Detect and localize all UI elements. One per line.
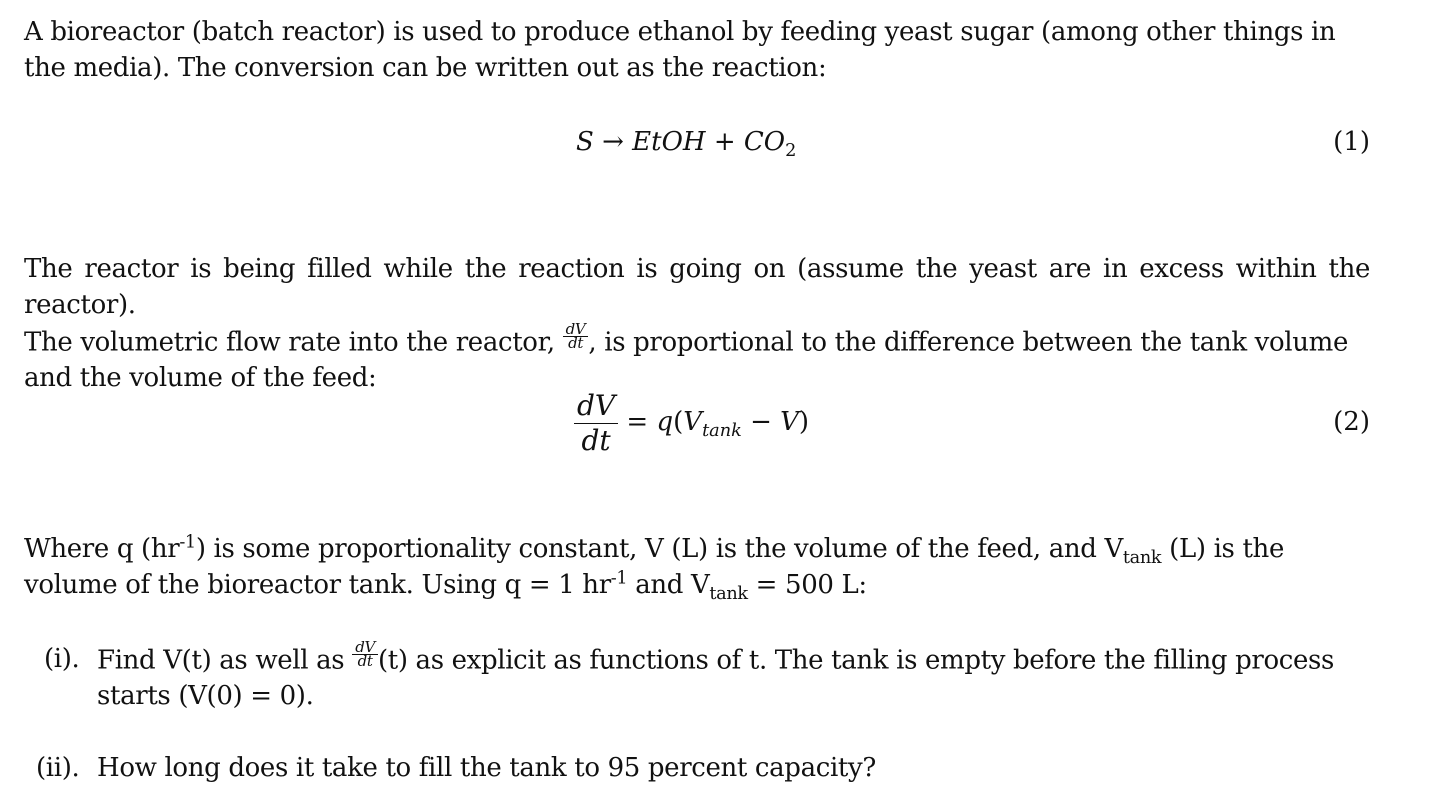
equation-2-number: (2) (1333, 407, 1370, 437)
intro-line-1: A bioreactor (batch reactor) is used to produce ethanol by feeding yeast sugar (among other things in (24, 17, 1336, 47)
constants-line-2: volume of the bioreactor tank. Using q = 1 $hr^{-1}$ and $V_{tank} = 500$ L: (24, 568, 867, 605)
question-2-text: How long does it take to fill the tank to 95 percent capacity? (97, 753, 876, 783)
constants-paragraph (24, 531, 1370, 603)
plus-sign: + (713, 127, 736, 157)
reactant: S (576, 127, 594, 157)
differential-equation: $\frac{dV}{dt}$ = $q(V_{tank} - V)$ (574, 386, 809, 458)
reaction-arrow: → (602, 127, 624, 157)
question-item-2 (36, 750, 1336, 786)
question-item-1 (44, 638, 1370, 714)
product-ethanol: EtOH (632, 127, 706, 157)
constants-line-1: Where q $(hr^{-1})$ is some proportionality constant, V (L) is the volume of the feed, and $V_{tank}$ (L) is the (24, 532, 1284, 569)
flow-line-3: and the volume of the feed: (24, 363, 377, 394)
flow-paragraph (24, 251, 1370, 396)
equation-2 (0, 386, 1444, 458)
inline-fraction-dvdt-2: $\frac{dV}{dt}$ (352, 641, 378, 668)
intro-line-2: the media). The conversion can be written out as the reaction: (24, 53, 827, 83)
equation-1-number: (1) (1333, 127, 1370, 157)
reaction-equation (576, 118, 796, 166)
question-1-line-1: Find V(t) as well as $\frac{dV}{dt}$ (t) as explicit as functions of t. The tank is empty before the filling process (97, 638, 1334, 676)
flow-line-1: The reactor is being filled while the reaction is going on (assume the yeast are in excess within the reactor). (24, 254, 1370, 320)
question-2-label: (ii). (36, 753, 80, 783)
question-1-label: (i). (44, 644, 80, 674)
flow-line-2: The volumetric flow rate into the reactor, $\frac{dV}{dt}$ , is proportional to the difference between the tank volume (24, 320, 1348, 358)
product-co2: $CO_2$ (743, 127, 797, 162)
inline-fraction-dvdt: $\frac{dV}{dt}$ (563, 323, 589, 350)
intro-paragraph (24, 14, 1370, 86)
equation-1 (0, 118, 1444, 178)
fraction-dvdt: $\frac{dV}{dt}$ (574, 389, 618, 458)
question-1-line-2: starts (V(0) = 0). (97, 681, 314, 712)
